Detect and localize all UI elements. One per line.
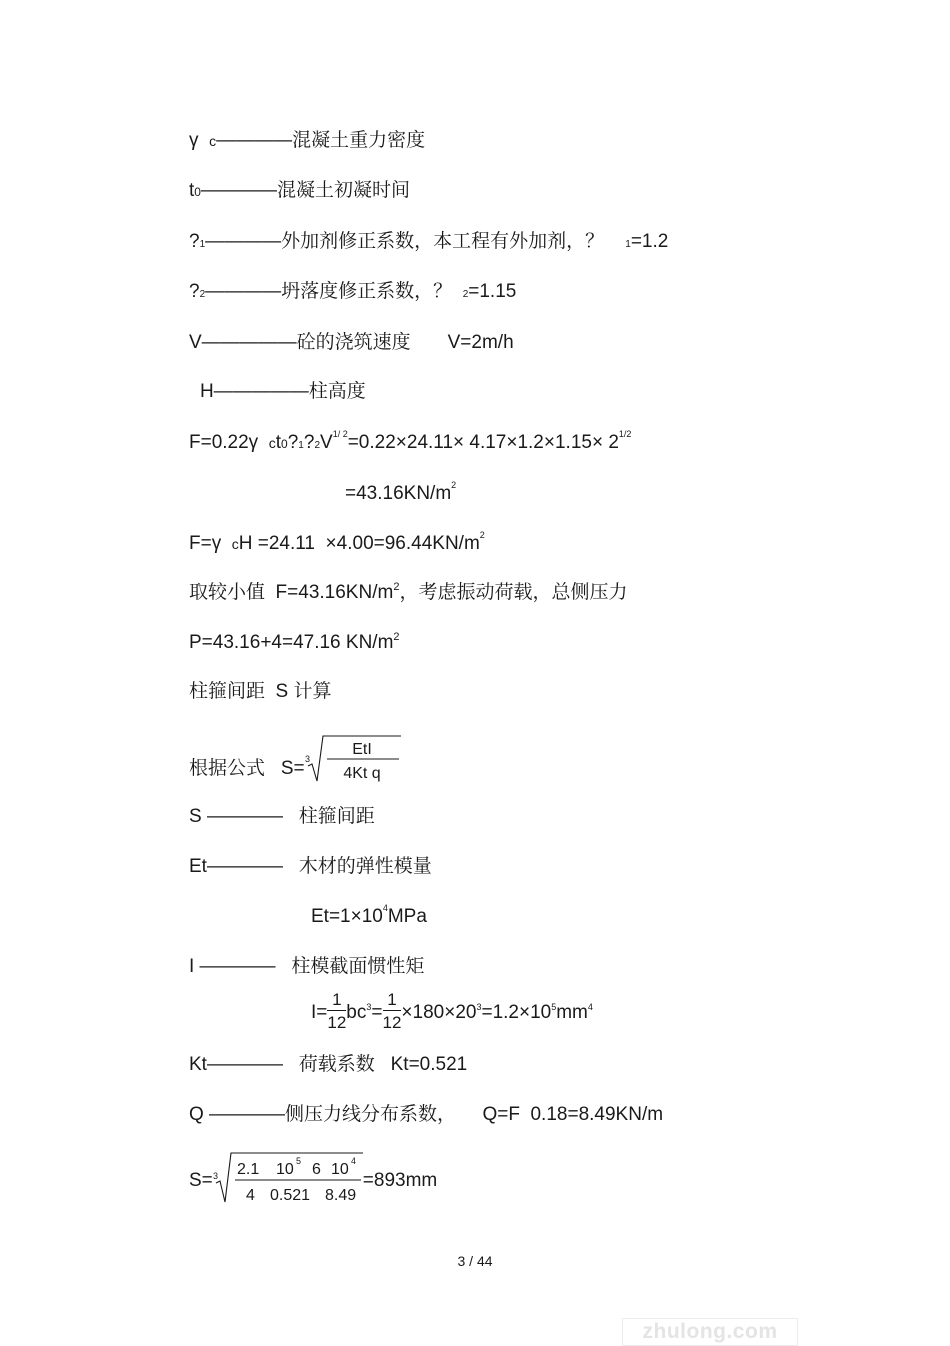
line-f-h: F=γ cH $=24.11 \times 4.00=96.44KN/m^2$ <box>189 530 485 554</box>
line-et-value: $Et=1\times 10^4MPa$ <box>311 903 427 927</box>
line-p: P=43.16+4=47.16 $KN/m^2$ <box>189 631 400 653</box>
svg-text:10: 10 <box>275 1161 294 1178</box>
line-s-result: S= 3 2.1 10 5 6 10 4 4 0.521 8.49 =893mm <box>189 1150 437 1212</box>
line-kt: Kt———— 荷载系数 Kt=0.521 <box>189 1054 468 1075</box>
svg-text:8.49: 8.49 <box>324 1187 356 1204</box>
line-h: H—————柱高度 <box>200 381 366 402</box>
line-beta1: ?1————外加剂修正系数，本工程有外加剂，？ 1=1.2 <box>189 231 669 252</box>
page-number: 3 / 44 <box>457 1253 493 1269</box>
svg-text:4: 4 <box>350 1156 356 1166</box>
line-formula-s: 根据公式 S= 3 EtI 4Kt q <box>189 730 401 784</box>
line-min-value: 取较小值 $F=43.16KN/m^2$，考虑振动荷载，总侧压力 <box>189 581 628 603</box>
line-q: Q ————侧压力线分布系数， Q=F 0.18=8.49KN/m <box>189 1104 664 1125</box>
line-i-value: I= $\frac{1}{12}$ $bc^3=$ $\frac{1}{12}$ $\times 180\times 20^3=1.2\times 10^5mm^4$ <box>311 990 593 1032</box>
line-beta2: ?2————坍落度修正系数，？ 2=1.15 <box>189 281 517 302</box>
line-i-def: I ———— 柱模截面惯性矩 <box>189 956 425 977</box>
line-s-def: S ———— 柱箍间距 <box>189 806 375 827</box>
svg-text:2.1: 2.1 <box>236 1161 260 1178</box>
svg-text:3: 3 <box>304 754 310 764</box>
line-f-result: $=43.16KN/m^2$ <box>345 480 457 504</box>
line-spacing-heading: 柱箍间距 S 计算 <box>189 681 332 702</box>
svg-text:EtI: EtI <box>351 741 372 758</box>
svg-text:4Kt q: 4Kt q <box>342 765 381 782</box>
svg-text:6: 6 <box>311 1161 321 1178</box>
line-et-def: Et———— 木材的弹性模量 <box>189 856 432 877</box>
line-t0: t0————混凝土初凝时间 <box>189 180 410 201</box>
svg-text:10: 10 <box>330 1161 349 1178</box>
svg-text:0.521: 0.521 <box>269 1187 310 1204</box>
line-gamma-c: γ c————混凝土重力密度 <box>189 130 426 151</box>
fraction-1-12: $\frac{1}{12}$ <box>327 990 347 1032</box>
fraction-1-12-b: $\frac{1}{12}$ <box>382 990 402 1032</box>
line-v: V—————砼的浇筑速度 V=2m/h <box>189 332 514 353</box>
cube-root-numeric <box>213 1150 363 1208</box>
svg-text:3: 3 <box>212 1171 218 1181</box>
line-f-formula: F=0.22γ $ct0?1?2V^{1/ 2}=0.22\times 24.11\times 4.17\times 1.2\times 1.15\times 2^{1/2}$ <box>189 429 632 453</box>
svg-text:5: 5 <box>295 1156 301 1166</box>
cube-root-sign <box>305 730 401 784</box>
svg-text:4: 4 <box>245 1187 255 1204</box>
watermark: zhulong.com <box>622 1318 798 1346</box>
